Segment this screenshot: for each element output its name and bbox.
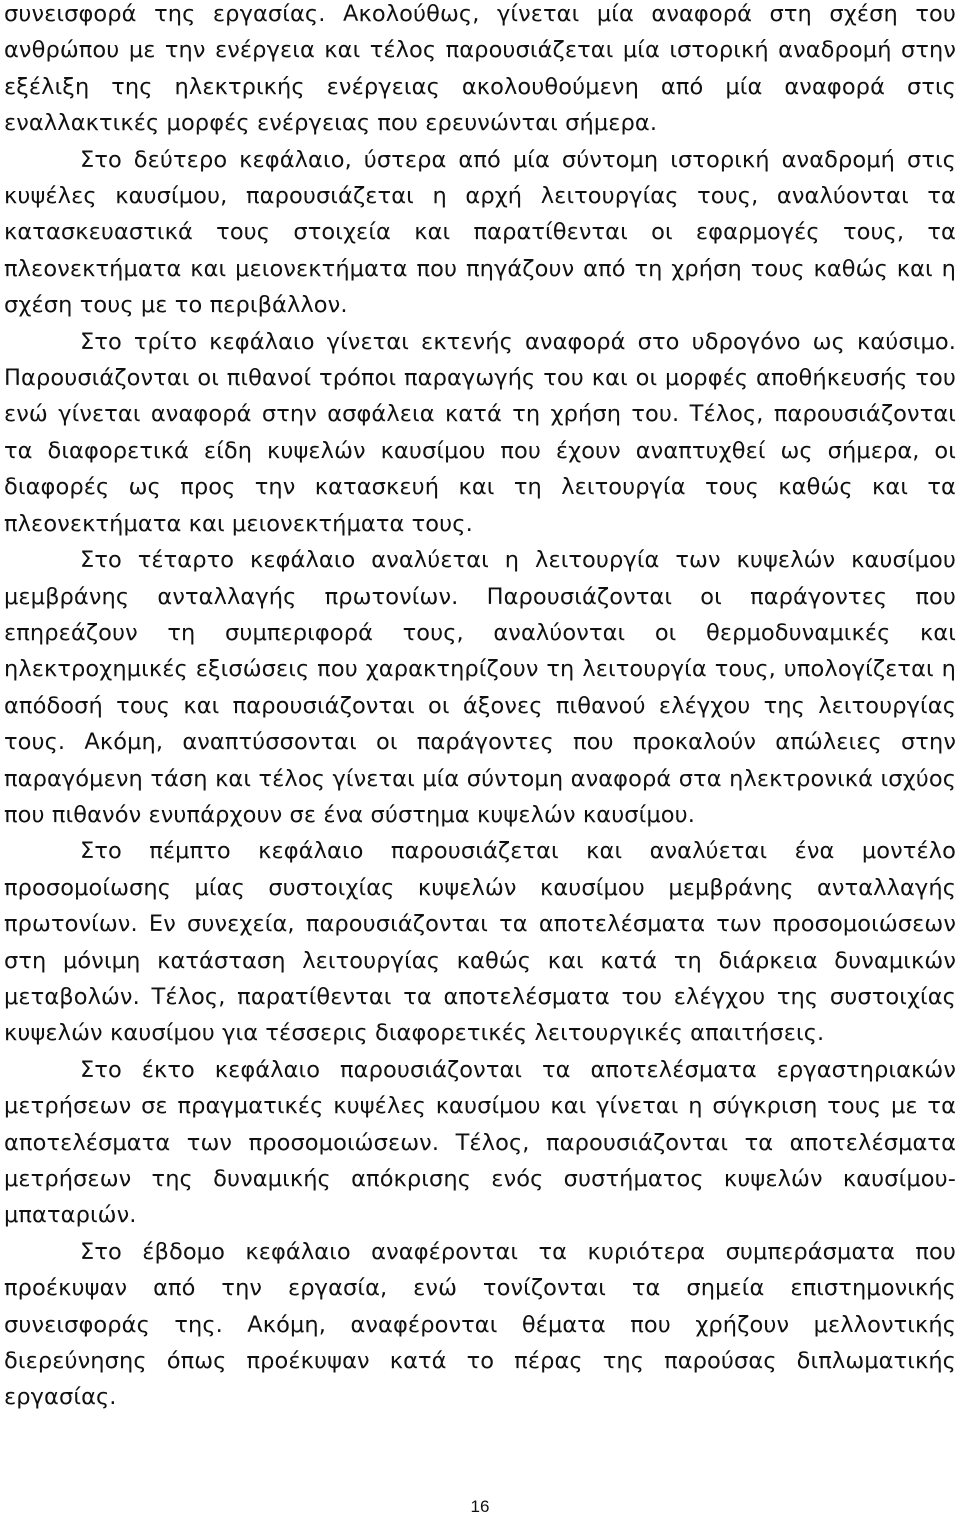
paragraph-chapter-5: Στο πέμπτο κεφάλαιο παρουσιάζεται και αναλύεται ένα μοντέλο προσομοίωσης μίας συστοιχίας κυψελών καυσίμου μεμβράνης ανταλλαγής πρωτονίων. Εν συνεχεία, παρουσιάζονται τα αποτελέσματα των προσομοιώσεων στη μόνιμη κατάσταση λειτουργίας καθώς και κατά τη διάρκεια δυναμικών μεταβολών. Τέλος, παρατίθενται τα αποτελέσματα του ελέγχου της συστοιχίας κυψελών καυσίμου για τέσσερις διαφορετικές λειτουργικές απαιτήσεις. — [4, 838, 956, 1047]
paragraph-chapter-7: Στο έβδομο κεφάλαιο αναφέρονται τα κυριότερα συμπεράσματα που προέκυψαν από την εργασία, ενώ τονίζονται τα σημεία επιστημονικής συνεισφοράς της. Ακόμη, αναφέρονται θέματα που χρήζουν μελλοντικής διερεύνησης όπως προέκυψαν κατά το πέρας της παρούσας διπλωματικής εργασίας. — [4, 1238, 956, 1411]
paragraph-intro-continuation: συνεισφορά της εργασίας. Ακολούθως, γίνεται μία αναφορά στη σχέση του ανθρώπου με την ενέργεια και τέλος παρουσιάζεται μία ιστορική αναδρομή στην εξέλιξη της ηλεκτρικής ενέργειας ακολουθούμενη από μία αναφορά στις εναλλακτικές μορφές ενέργειας που ερευνώνται σήμερα. — [4, 1, 956, 137]
paragraph-chapter-6: Στο έκτο κεφάλαιο παρουσιάζονται τα αποτελέσματα εργαστηριακών μετρήσεων σε πραγματικές κυψέλες καυσίμου και γίνεται η σύγκριση τους με τα αποτελέσματα των προσομοιώσεων. Τέλος, παρουσιάζονται τα αποτελέσματα μετρήσεων της δυναμικής απόκρισης ενός συστήματος κυψελών καυσίμου-μπαταριών. — [4, 1056, 956, 1229]
page-number: 16 — [470, 1497, 490, 1516]
paragraph-chapter-4: Στο τέταρτο κεφάλαιο αναλύεται η λειτουργία των κυψελών καυσίμου μεμβράνης ανταλλαγής πρωτονίων. Παρουσιάζονται οι παράγοντες που επηρεάζουν τη συμπεριφορά τους, αναλύονται οι θερμοδυναμικές και ηλεκτροχημικές εξισώσεις που χαρακτηρίζουν τη λειτουργία τους, υπολογίζεται η απόδοσή τους και παρουσιάζονται οι άξονες πιθανού ελέγχου της λειτουργίας τους. Ακόμη, αναπτύσσονται οι παράγοντες που προκαλούν απώλειες στην παραγόμενη τάση και τέλος γίνεται μία σύντομη αναφορά στα ηλεκτρονικά ισχύος που πιθανόν ενυπάρχουν σε ένα σύστημα κυψελών καυσίμου. — [4, 547, 956, 828]
paragraph-chapter-2: Στο δεύτερο κεφάλαιο, ύστερα από μία σύντομη ιστορική αναδρομή στις κυψέλες καυσίμου, παρουσιάζεται η αρχή λειτουργίας τους, αναλύονται τα κατασκευαστικά τους στοιχεία και παρατίθενται οι εφαρμογές τους, τα πλεονεκτήματα και μειονεκτήματα που πηγάζουν από τη χρήση τους καθώς και η σχέση τους με το περιβάλλον. — [4, 146, 956, 319]
paragraph-chapter-3: Στο τρίτο κεφάλαιο γίνεται εκτενής αναφορά στο υδρογόνο ως καύσιμο. Παρουσιάζονται οι πιθανοί τρόποι παραγωγής του και οι μορφές αποθήκευσής του ενώ γίνεται αναφορά στην ασφάλεια κατά τη χρήση του. Τέλος, παρουσιάζονται τα διαφορετικά είδη κυψελών καυσίμου που έχουν αναπτυχθεί ως σήμερα, οι διαφορές ως προς την κατασκευή και τη λειτουργία τους καθώς και τα πλεονεκτήματα και μειονεκτήματα τους. — [4, 328, 956, 537]
document-page — [4, 0, 956, 1416]
